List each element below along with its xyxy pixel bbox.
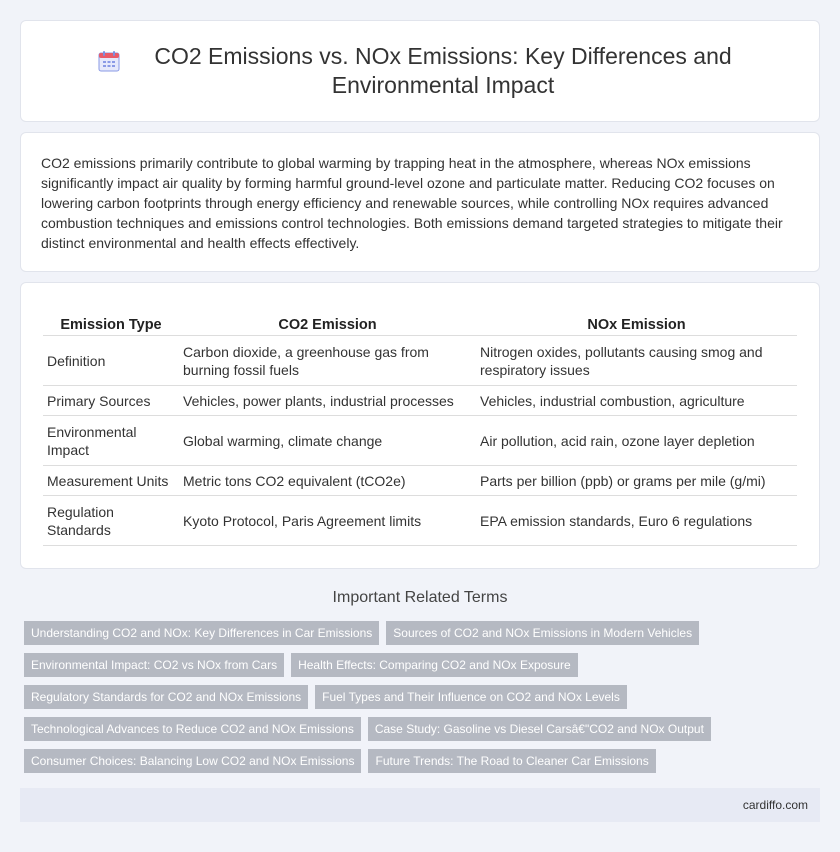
- calendar-icon: [97, 49, 121, 73]
- row-label: Measurement Units: [43, 466, 179, 496]
- comparison-table-card: [20, 282, 820, 569]
- table-header-row: [43, 307, 797, 336]
- table-row: [43, 336, 797, 386]
- related-terms-title: Important Related Terms: [332, 589, 508, 606]
- nox-cell: Parts per billion (ppb) or grams per mile (g/mi): [476, 466, 797, 496]
- footer: [20, 788, 820, 822]
- co2-cell: Metric tons CO2 equivalent (tCO2e): [179, 466, 476, 496]
- co2-cell: Global warming, climate change: [179, 416, 476, 466]
- related-terms-list: [24, 621, 804, 781]
- related-term-link[interactable]: Fuel Types and Their Influence on CO2 and NOx Levels: [315, 685, 627, 709]
- co2-cell: Kyoto Protocol, Paris Agreement limits: [179, 496, 476, 546]
- table-row: [43, 496, 797, 546]
- nox-cell: Vehicles, industrial combustion, agriculture: [476, 386, 797, 416]
- related-term-link[interactable]: Technological Advances to Reduce CO2 and NOx Emissions: [24, 717, 361, 741]
- header-card: [20, 20, 820, 122]
- related-term-link[interactable]: Health Effects: Comparing CO2 and NOx Exposure: [291, 653, 578, 677]
- comparison-table: [43, 307, 797, 546]
- related-term-link[interactable]: Environmental Impact: CO2 vs NOx from Cars: [24, 653, 284, 677]
- related-term-link[interactable]: Understanding CO2 and NOx: Key Differences in Car Emissions: [24, 621, 379, 645]
- table-row: [43, 416, 797, 466]
- intro-card: [20, 132, 820, 272]
- table-row: [43, 466, 797, 496]
- column-header-nox: NOx Emission: [476, 307, 797, 336]
- row-label: Regulation Standards: [43, 496, 179, 546]
- nox-cell: EPA emission standards, Euro 6 regulations: [476, 496, 797, 546]
- co2-cell: Carbon dioxide, a greenhouse gas from burning fossil fuels: [179, 336, 476, 386]
- related-term-link[interactable]: Sources of CO2 and NOx Emissions in Modern Vehicles: [386, 621, 699, 645]
- table-row: [43, 386, 797, 416]
- page-title: CO2 Emissions vs. NOx Emissions: Key Differences and Environmental Impact: [154, 43, 732, 98]
- related-term-link[interactable]: Case Study: Gasoline vs Diesel Carsâ€"CO2 and NOx Output: [368, 717, 711, 741]
- intro-text: CO2 emissions primarily contribute to global warming by trapping heat in the atmosphere, whereas NOx emissions significantly impact air quality by forming harmful ground-level ozone and particulate matter. Reducing CO2 focuses on lowering carbon footprints through energy efficiency and renewable sources, while controlling NOx requires advanced combustion techniques and emissions control technologies. Both emissions demand targeted strategies to mitigate their distinct environmental and health effects effectively.: [41, 155, 783, 251]
- row-label: Environmental Impact: [43, 416, 179, 466]
- column-header-emission-type: Emission Type: [43, 307, 179, 336]
- related-term-link[interactable]: Future Trends: The Road to Cleaner Car Emissions: [368, 749, 655, 773]
- nox-cell: Nitrogen oxides, pollutants causing smog and respiratory issues: [476, 336, 797, 386]
- related-term-link[interactable]: Regulatory Standards for CO2 and NOx Emissions: [24, 685, 308, 709]
- row-label: Definition: [43, 336, 179, 386]
- row-label: Primary Sources: [43, 386, 179, 416]
- footer-site[interactable]: cardiffo.com: [742, 798, 808, 812]
- column-header-co2: CO2 Emission: [179, 307, 476, 336]
- co2-cell: Vehicles, power plants, industrial processes: [179, 386, 476, 416]
- related-term-link[interactable]: Consumer Choices: Balancing Low CO2 and NOx Emissions: [24, 749, 361, 773]
- nox-cell: Air pollution, acid rain, ozone layer depletion: [476, 416, 797, 466]
